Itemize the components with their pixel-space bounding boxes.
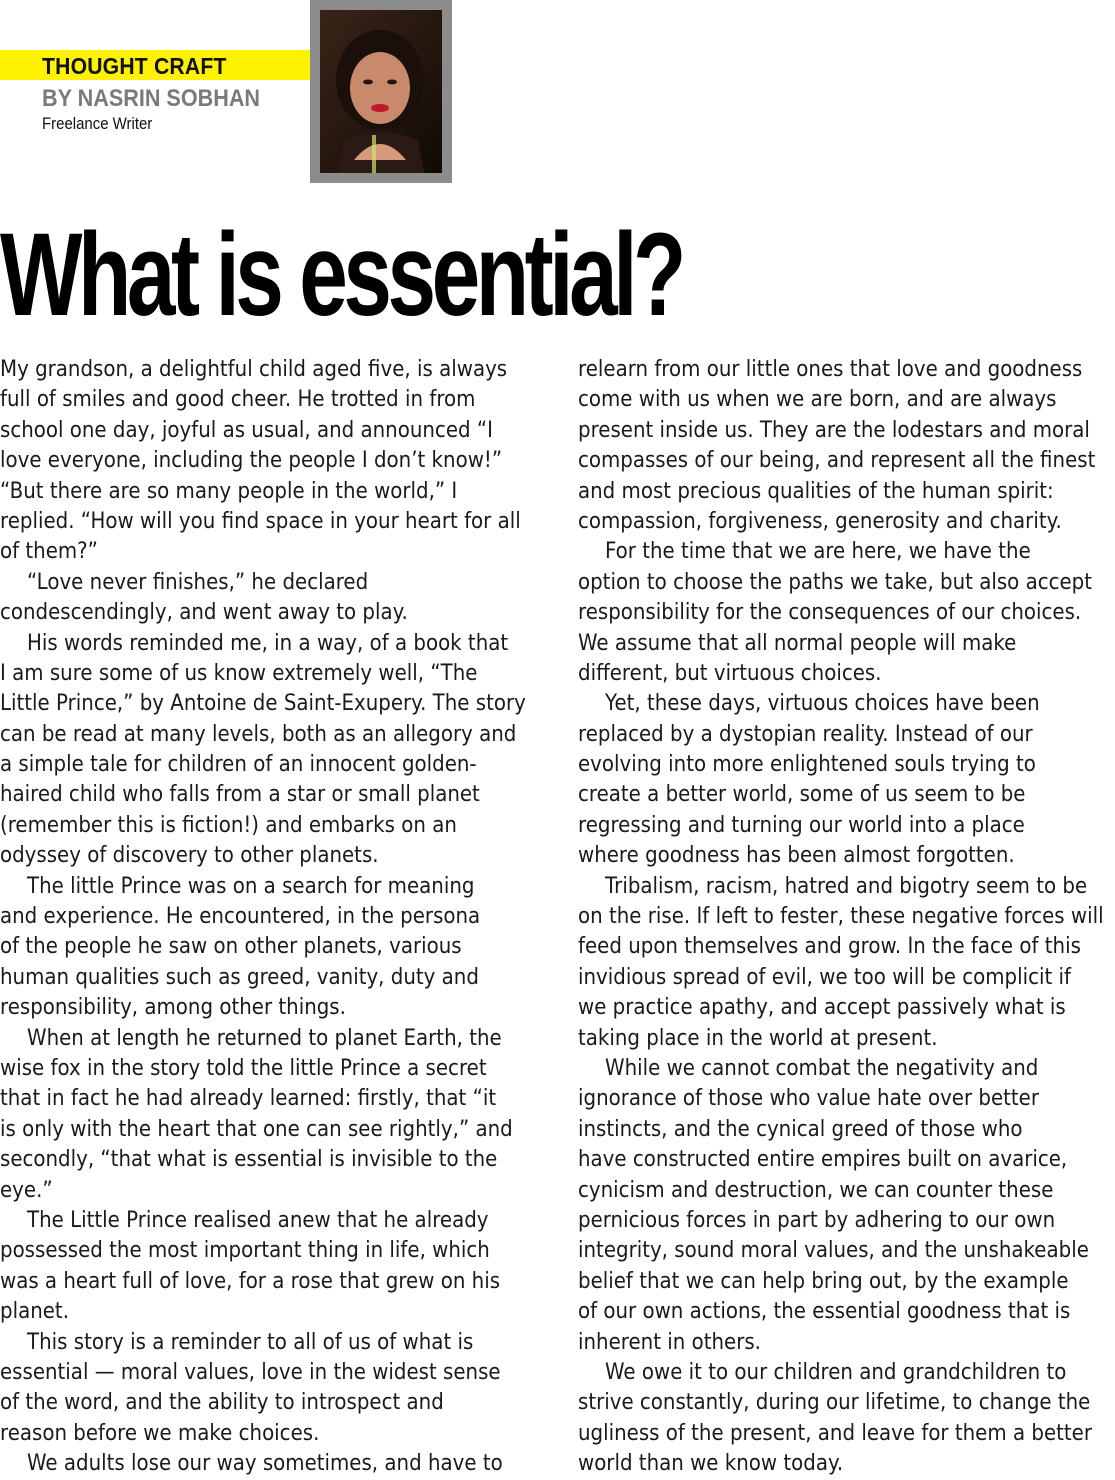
- text-line: world than we know today.: [578, 1451, 844, 1477]
- text-line: compasses of our being, and represent all the finest: [578, 448, 1096, 474]
- text-line: create a better world, some of us seem to be: [578, 782, 1026, 808]
- text-line: different, but virtuous choices.: [578, 660, 882, 686]
- text-line: essential — moral values, love in the widest sense: [0, 1359, 501, 1385]
- text-line: strive constantly, during our lifetime, to change the: [578, 1390, 1091, 1416]
- text-line: eye.”: [0, 1177, 53, 1203]
- text-line: compassion, forgiveness, generosity and charity.: [578, 508, 1062, 534]
- text-line: a simple tale for children of an innocent golden-: [0, 752, 477, 778]
- text-line: His words reminded me, in a way, of a book that: [27, 630, 509, 656]
- text-line: odyssey of discovery to other planets.: [0, 843, 379, 869]
- text-line: I am sure some of us know extremely well, “The: [0, 660, 478, 686]
- text-line: of the word, and the ability to introspect and: [0, 1390, 444, 1416]
- text-line: ugliness of the present, and leave for them a better: [578, 1420, 1092, 1446]
- text-line: cynicism and destruction, we can counter these: [578, 1177, 1054, 1203]
- text-line: replaced by a dystopian reality. Instead of our: [578, 721, 1033, 747]
- text-line: invidious spread of evil, we too will be complicit if: [578, 964, 1072, 990]
- text-line: wise fox in the story told the little Prince a secret: [0, 1055, 487, 1081]
- text-line: where goodness has been almost forgotten.: [578, 843, 1015, 869]
- text-line: have constructed entire empires built on avarice,: [578, 1147, 1068, 1173]
- text-line: My grandson, a delightful child aged five, is always: [0, 357, 508, 382]
- author-portrait-image: [320, 10, 442, 173]
- text-line: responsibility, among other things.: [0, 995, 346, 1021]
- text-line: human qualities such as greed, vanity, duty and: [0, 964, 479, 990]
- text-line: Yet, these days, virtuous choices have been: [605, 691, 1040, 717]
- article-column-right: [578, 355, 1115, 1479]
- text-line: Tribalism, racism, hatred and bigotry seem to be: [605, 873, 1088, 899]
- text-line: feed upon themselves and grow. In the face of this: [578, 934, 1081, 960]
- text-line: responsibility for the consequences of our choices.: [578, 600, 1082, 626]
- author-byline: BY NASRIN SOBHAN: [42, 85, 261, 112]
- text-line: We owe it to our children and grandchildren to: [605, 1359, 1067, 1385]
- text-line: (remember this is fiction!) and embarks on an: [0, 812, 457, 838]
- text-line: can be read at many levels, both as an allegory and: [0, 721, 517, 747]
- article-header: [0, 0, 1115, 200]
- article-column-left: [0, 355, 545, 1479]
- text-line: belief that we can help bring out, by the example: [578, 1268, 1069, 1294]
- text-line: Little Prince,” by Antoine de Saint-Exupery. The story: [0, 691, 526, 717]
- text-line: regressing and turning our world into a place: [578, 812, 1025, 838]
- text-line: reason before we make choices.: [0, 1420, 320, 1446]
- text-line: is only with the heart that one can see rightly,” and: [0, 1116, 513, 1142]
- text-line: integrity, sound moral values, and the unshakeable: [578, 1238, 1089, 1264]
- text-line: We assume that all normal people will make: [578, 630, 1017, 656]
- text-line: of our own actions, the essential goodness that is: [578, 1299, 1071, 1325]
- text-line: and experience. He encountered, in the persona: [0, 904, 481, 930]
- text-line: relearn from our little ones that love and goodness: [578, 357, 1083, 382]
- text-line: condescendingly, and went away to play.: [0, 600, 408, 626]
- author-photo: [320, 10, 442, 173]
- text-line: The little Prince was on a search for meaning: [27, 873, 475, 899]
- text-line: haired child who falls from a star or small planet: [0, 782, 480, 808]
- text-line: secondly, “that what is essential is invisible to the: [0, 1147, 498, 1173]
- text-line: evolving into more enlightened souls trying to: [578, 752, 1036, 778]
- text-line: instincts, and the cynical greed of those who: [578, 1116, 1023, 1142]
- text-line: and most precious qualities of the human spirit:: [578, 478, 1054, 504]
- text-line: “Love never finishes,” he declared: [27, 569, 369, 595]
- text-line: love everyone, including the people I don’t know!”: [0, 448, 503, 474]
- text-line: option to choose the paths we take, but also accept: [578, 569, 1092, 595]
- text-line: ignorance of those who value hate over better: [578, 1086, 1040, 1112]
- text-line: of them?”: [0, 539, 98, 565]
- text-line: This story is a reminder to all of us of what is: [27, 1329, 474, 1355]
- text-line: “But there are so many people in the world,” I: [0, 478, 458, 504]
- text-line: taking place in the world at present.: [578, 1025, 938, 1051]
- author-role: Freelance Writer: [42, 114, 153, 133]
- text-line: planet.: [0, 1299, 69, 1325]
- text-line: on the rise. If left to fester, these negative forces will: [578, 904, 1104, 930]
- text-line: While we cannot combat the negativity and: [605, 1055, 1039, 1081]
- text-line: full of smiles and good cheer. He trotted in from: [0, 387, 476, 413]
- text-line: We adults lose our way sometimes, and have to: [27, 1451, 503, 1477]
- text-line: of the people he saw on other planets, various: [0, 934, 462, 960]
- text-line: we practice apathy, and accept passively what is: [578, 995, 1066, 1021]
- text-line: For the time that we are here, we have the: [605, 539, 1031, 565]
- text-line: inherent in others.: [578, 1329, 761, 1355]
- text-line: present inside us. They are the lodestars and moral: [578, 417, 1090, 443]
- author-photo-frame: [310, 0, 452, 183]
- text-line: replied. “How will you find space in your heart for all: [0, 508, 521, 534]
- text-line: pernicious forces in part by adhering to our own: [578, 1207, 1056, 1233]
- text-line: possessed the most important thing in life, which: [0, 1238, 490, 1264]
- text-line: school one day, joyful as usual, and announced “I: [0, 417, 493, 443]
- text-line: was a heart full of love, for a rose that grew on his: [0, 1268, 501, 1294]
- text-line: The Little Prince realised anew that he already: [27, 1207, 489, 1233]
- headline: What is essential?: [0, 209, 682, 341]
- text-line: that in fact he had already learned: firstly, that “it: [0, 1086, 497, 1112]
- text-line: come with us when we are born, and are always: [578, 387, 1057, 413]
- text-line: When at length he returned to planet Earth, the: [27, 1025, 502, 1051]
- column-name: THOUGHT CRAFT: [42, 53, 227, 79]
